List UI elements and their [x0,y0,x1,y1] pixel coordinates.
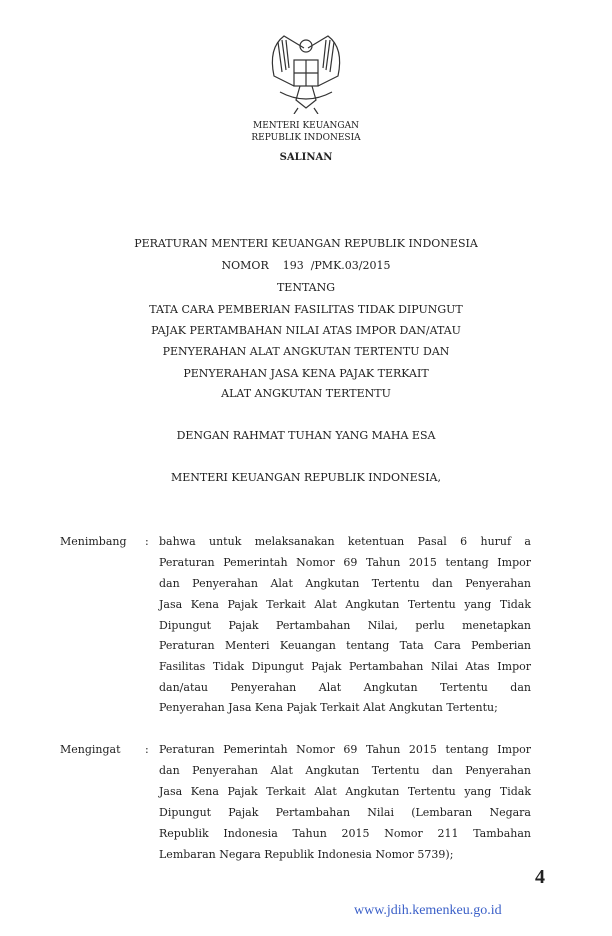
page-mark: 4 [535,866,545,888]
subject-line: PAJAK PERTAMBAHAN NILAI ATAS IMPOR DAN/ATAU [151,324,461,337]
menimbang-line: bahwa untuk melaksanakan ketentuan Pasal 6 huruf a [159,535,531,548]
menimbang-line: dan/atau Penyerahan Alat Angkutan Tertentu dan [159,681,531,694]
mengingat-line: Jasa Kena Pajak Terkait Alat Angkutan Tertentu yang Tidak [159,785,531,798]
menimbang-line: Jasa Kena Pajak Terkait Alat Angkutan Tertentu yang Tidak [159,598,531,611]
subject-line: PENYERAHAN JASA KENA PAJAK TERKAIT [183,367,429,380]
mengingat-line: Dipungut Pajak Pertambahan Nilai (Lembaran Negara [159,806,531,819]
header-ministry: MENTERI KEUANGAN [253,121,359,131]
menimbang-line: dan Penyerahan Alat Angkutan Tertentu dan Penyerahan [159,577,531,590]
subject-line: ALAT ANGKUTAN TERTENTU [221,387,391,400]
menimbang-line: Penyerahan Jasa Kena Pajak Terkait Alat Angkutan Tertentu; [159,701,498,714]
mengingat-line: Lembaran Negara Republik Indonesia Nomor 5739); [159,848,454,861]
menimbang-line: Peraturan Menteri Keuangan tentang Tata Cara Pemberian [159,639,531,652]
subject-line: TATA CARA PEMBERIAN FASILITAS TIDAK DIPUNGUT [149,303,463,316]
menimbang-line: Peraturan Pemerintah Nomor 69 Tahun 2015 tentang Impor [159,556,531,569]
grace-statement: DENGAN RAHMAT TUHAN YANG MAHA ESA [176,429,436,442]
garuda-emblem-icon [258,28,354,114]
mengingat-line: dan Penyerahan Alat Angkutan Tertentu dan Penyerahan [159,764,531,777]
mengingat-line: Republik Indonesia Tahun 2015 Nomor 211 Tambahan [159,827,531,840]
subject-line: PENYERAHAN ALAT ANGKUTAN TERTENTU DAN [162,345,450,358]
salinan-stamp: SALINAN [279,152,333,163]
header-republic: REPUBLIK INDONESIA [251,133,361,143]
menimbang-line: Fasilitas Tidak Dipungut Pajak Pertambahan Nilai Atas Impor [159,660,531,673]
mengingat-line: Peraturan Pemerintah Nomor 69 Tahun 2015 tentang Impor [159,743,531,756]
regulation-number: NOMOR 193 /PMK.03/2015 [221,259,391,272]
menimbang-line: Dipungut Pajak Pertambahan Nilai, perlu menetapkan [159,619,531,632]
tentang-label: TENTANG [276,281,336,294]
menimbang-colon: : [145,535,149,548]
mengingat-label: Mengingat [60,743,121,756]
jdih-link[interactable]: www.jdih.kemenkeu.go.id [354,903,502,918]
mengingat-colon: : [145,743,149,756]
minister-statement: MENTERI KEUANGAN REPUBLIK INDONESIA, [170,471,442,484]
menimbang-label: Menimbang [60,535,127,548]
regulation-title: PERATURAN MENTERI KEUANGAN REPUBLIK INDONESIA [134,237,478,250]
